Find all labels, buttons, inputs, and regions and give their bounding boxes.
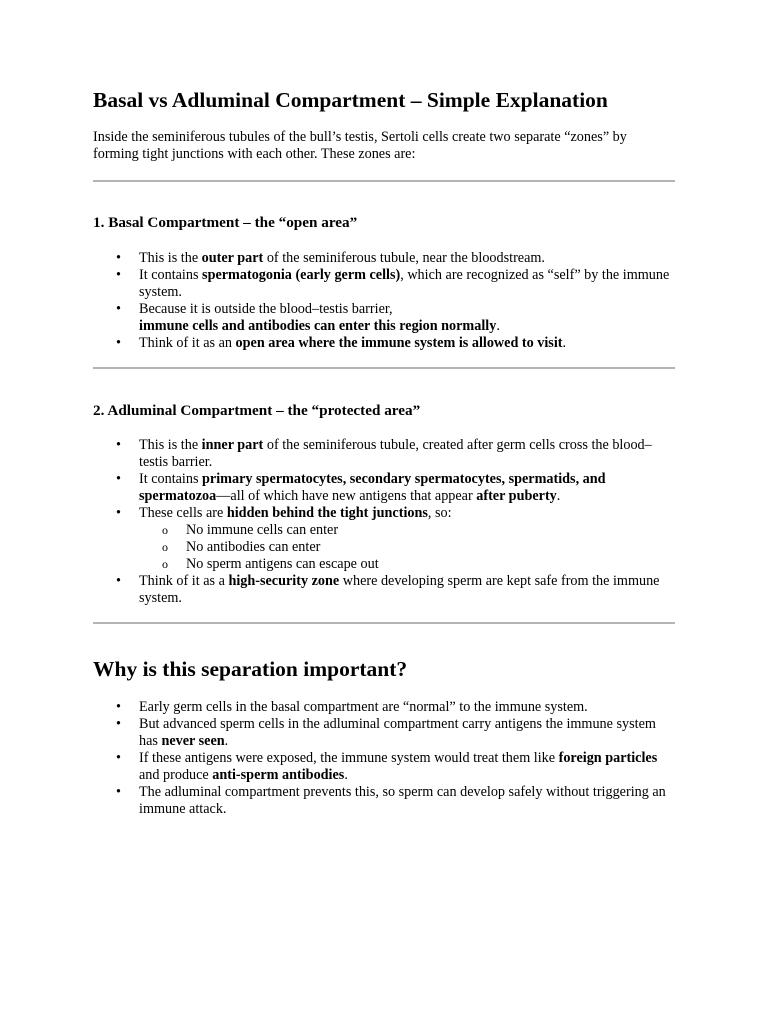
list-item: • These cells are hidden behind the tight junctions, so: o No immune cells can enter o No antibodies can enter o No sperm antigens can escape out bbox=[93, 505, 675, 573]
horizontal-rule bbox=[93, 180, 675, 182]
intro-paragraph: Inside the seminiferous tubules of the bull’s testis, Sertoli cells create two separate “zones” by forming tight junctions with each other. These zones are: bbox=[93, 129, 627, 162]
sub-list-item: o No immune cells can enter bbox=[139, 522, 675, 539]
sub-list-item: o No sperm antigens can escape out bbox=[139, 556, 675, 573]
bold-term: after puberty bbox=[476, 488, 557, 504]
page-title: Basal vs Adluminal Compartment – Simple Explanation bbox=[93, 88, 608, 112]
list-item: • The adluminal compartment prevents this, so sperm can develop safely without triggering an immune attack. bbox=[93, 784, 675, 818]
adluminal-bullet-list bbox=[93, 437, 675, 607]
list-item: • Think of it as a high-security zone where developing sperm are kept safe from the immune system. bbox=[93, 573, 675, 607]
list-item: • Because it is outside the blood–testis barrier, immune cells and antibodies can enter this region normally. bbox=[93, 301, 675, 335]
bold-term: outer part bbox=[201, 250, 264, 266]
bold-term: hidden behind the tight junctions bbox=[226, 505, 428, 521]
bold-term: inner part bbox=[201, 437, 264, 453]
importance-bullet-list bbox=[93, 699, 675, 818]
bold-term: foreign particles bbox=[558, 750, 658, 766]
bold-term: open area where the immune system is allowed to visit bbox=[235, 335, 563, 351]
basal-bullet-list bbox=[93, 250, 675, 352]
sub-list-item: o No antibodies can enter bbox=[139, 539, 675, 556]
section-heading-importance: Why is this separation important? bbox=[93, 657, 408, 681]
section-heading-basal: 1. Basal Compartment – the “open area” bbox=[93, 214, 358, 231]
list-item: • Think of it as an open area where the immune system is allowed to visit. bbox=[93, 335, 675, 352]
section-heading-adluminal: 2. Adluminal Compartment – the “protected area” bbox=[93, 402, 421, 419]
list-item: • But advanced sperm cells in the adluminal compartment carry antigens the immune system has never seen. bbox=[93, 716, 675, 750]
bold-term: high-security zone bbox=[228, 573, 340, 589]
list-item: • This is the outer part of the seminiferous tubule, near the bloodstream. bbox=[93, 250, 675, 267]
bold-term: immune cells and antibodies can enter this region normally bbox=[139, 318, 497, 334]
list-item: • It contains primary spermatocytes, secondary spermatocytes, spermatids, and spermatozoa—all of which have new antigens that appear after puberty. bbox=[93, 471, 675, 505]
horizontal-rule bbox=[93, 367, 675, 369]
list-item: • Early germ cells in the basal compartment are “normal” to the immune system. bbox=[93, 699, 675, 716]
horizontal-rule bbox=[93, 622, 675, 624]
list-item: • It contains spermatogonia (early germ cells), which are recognized as “self” by the immune system. bbox=[93, 267, 675, 301]
list-item: • This is the inner part of the seminiferous tubule, created after germ cells cross the blood–testis barrier. bbox=[93, 437, 675, 471]
bold-term: never seen bbox=[161, 733, 225, 749]
bold-term: spermatogonia (early germ cells) bbox=[202, 267, 401, 283]
bold-term: anti-sperm antibodies bbox=[212, 767, 345, 783]
sub-list bbox=[139, 522, 675, 573]
list-item: • If these antigens were exposed, the immune system would treat them like foreign particles and produce anti-sperm antibodies. bbox=[93, 750, 675, 784]
bold-term: primary spermatocytes, secondary spermatocytes, spermatids, and spermatozoa bbox=[139, 471, 606, 504]
